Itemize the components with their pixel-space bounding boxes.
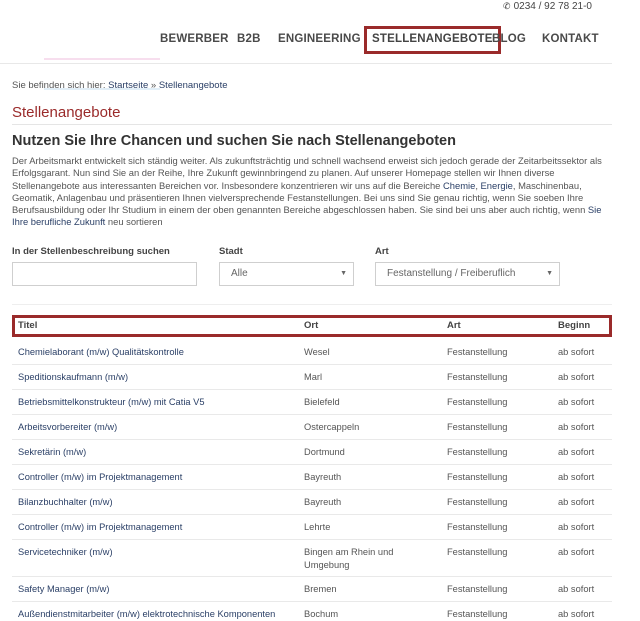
intro-part-3: neu sortieren bbox=[105, 216, 163, 228]
column-header-titel[interactable]: Titel bbox=[18, 320, 38, 331]
job-type: Festanstellung bbox=[447, 522, 508, 532]
nav-kontakt[interactable]: KONTAKT bbox=[542, 33, 599, 45]
job-location: Bingen am Rhein und Umgebung bbox=[304, 547, 394, 570]
type-select[interactable] bbox=[375, 262, 560, 286]
job-type: Festanstellung bbox=[447, 547, 508, 557]
job-type: Festanstellung bbox=[447, 584, 508, 594]
job-location: Bielefeld bbox=[304, 397, 340, 407]
filter-divider bbox=[12, 304, 612, 305]
nav-blog[interactable]: BLOG bbox=[492, 33, 527, 45]
nav-engineering[interactable]: ENGINEERING bbox=[278, 33, 361, 45]
phone-icon: ✆ bbox=[503, 0, 511, 11]
page-title: Stellenangebote bbox=[12, 104, 121, 121]
job-type: Festanstellung bbox=[447, 472, 508, 482]
job-title-link[interactable]: Arbeitsvorbereiter (m/w) bbox=[18, 422, 118, 432]
job-title-link[interactable]: Speditionskaufmann (m/w) bbox=[18, 372, 129, 382]
job-location: Wesel bbox=[304, 347, 330, 357]
job-type: Festanstellung bbox=[447, 372, 508, 382]
job-type: Festanstellung bbox=[447, 422, 508, 432]
breadcrumb-current: Stellenangebote bbox=[158, 80, 228, 91]
column-header-ort[interactable]: Ort bbox=[304, 320, 319, 331]
type-label: Art bbox=[375, 246, 389, 257]
page-subtitle: Nutzen Sie Ihre Chancen und suchen Sie nach Stellenangeboten bbox=[12, 133, 456, 149]
breadcrumb bbox=[12, 80, 228, 91]
intro-comma: , bbox=[475, 179, 481, 191]
intro-part-2: , Maschinenbau, Geomatik, Anlagenbau und präsentieren Ihnen vielversprechende Festanstellungen. Bei uns sind Sie genau richtig, wenn Sie soeben Ihre Berufsausbildung oder Ihr Studium in einem der oben genannten Bereiche abgeschlossen haben. Sie sind bei uns aber auch richtig, wenn bbox=[12, 179, 588, 216]
nav-bewerber[interactable]: BEWERBER bbox=[160, 33, 229, 45]
job-title-link[interactable]: Sekretärin (m/w) bbox=[18, 447, 87, 457]
job-start: ab sofort bbox=[558, 372, 595, 382]
job-title-link[interactable]: Servicetechniker (m/w) bbox=[18, 547, 113, 557]
job-start: ab sofort bbox=[558, 497, 595, 507]
chevron-down-icon: ▼ bbox=[546, 270, 553, 277]
job-type: Festanstellung bbox=[447, 497, 508, 507]
city-select[interactable] bbox=[219, 262, 354, 286]
job-start: ab sofort bbox=[558, 447, 595, 457]
job-title-link[interactable]: Controller (m/w) im Projektmanagement bbox=[18, 522, 183, 532]
breadcrumb-separator: » bbox=[150, 80, 157, 91]
link-energie[interactable]: Energie bbox=[480, 179, 513, 191]
column-header-art[interactable]: Art bbox=[447, 320, 461, 331]
job-location: Lehrte bbox=[304, 522, 331, 532]
job-title-link[interactable]: Außendienstmitarbeiter (m/w) elektrotechnische Komponenten bbox=[18, 609, 276, 619]
main-navigation bbox=[0, 26, 640, 54]
job-start: ab sofort bbox=[558, 522, 595, 532]
job-start: ab sofort bbox=[558, 547, 595, 557]
job-title-link[interactable]: Bilanzbuchhalter (m/w) bbox=[18, 497, 113, 507]
phone-contact[interactable] bbox=[503, 0, 592, 12]
job-start: ab sofort bbox=[558, 397, 595, 407]
job-location: Ostercappeln bbox=[304, 422, 360, 432]
job-title-link[interactable]: Betriebsmittelkonstrukteur (m/w) mit Catia V5 bbox=[18, 397, 205, 407]
job-start: ab sofort bbox=[558, 584, 595, 594]
job-location: Bayreuth bbox=[304, 497, 342, 507]
job-type: Festanstellung bbox=[447, 397, 508, 407]
city-select-value: Alle bbox=[231, 268, 248, 279]
job-type: Festanstellung bbox=[447, 609, 508, 619]
job-title-link[interactable]: Chemielaborant (m/w) Qualitätskontrolle bbox=[18, 347, 184, 357]
breadcrumb-home-link[interactable]: Startseite bbox=[108, 80, 149, 91]
job-start: ab sofort bbox=[558, 422, 595, 432]
intro-text bbox=[12, 155, 612, 229]
job-start: ab sofort bbox=[558, 347, 595, 357]
intro-part-1: Der Arbeitsmarkt entwickelt sich ständig weiter. Als zukunftsträchtig und schnell wachsend erweist sich jedoch gerade der Zeitarbeitssektor als Erfolgsgarant. Nun sind Sie an der Reihe, Ihre Zukunft gewinnbringend zu planen. Auf unserer Homepage stellen wir Ihnen diverse Stellenangebote aus interessanten Bereichen vor. Insbesondere konzentrieren wir uns auf die Bereiche bbox=[12, 155, 602, 191]
link-berufliche-zukunft[interactable]: Sie Ihre berufliche Zukunft bbox=[12, 204, 602, 228]
search-label: In der Stellenbeschreibung suchen bbox=[12, 246, 170, 257]
breadcrumb-prefix: Sie befinden sich hier: bbox=[12, 80, 106, 91]
job-start: ab sofort bbox=[558, 472, 595, 482]
job-location: Bayreuth bbox=[304, 472, 342, 482]
chevron-down-icon: ▼ bbox=[340, 270, 347, 277]
title-divider bbox=[12, 124, 612, 125]
job-type: Festanstellung bbox=[447, 447, 508, 457]
nav-stellenangebote[interactable]: STELLENANGEBOTE bbox=[364, 26, 501, 54]
job-start: ab sofort bbox=[558, 609, 595, 619]
job-title-link[interactable]: Controller (m/w) im Projektmanagement bbox=[18, 472, 183, 482]
job-location: Bremen bbox=[304, 584, 337, 594]
column-header-beginn[interactable]: Beginn bbox=[558, 320, 591, 331]
job-type: Festanstellung bbox=[447, 347, 508, 357]
phone-number: 0234 / 92 78 21-0 bbox=[513, 0, 592, 12]
job-location: Dortmund bbox=[304, 447, 345, 457]
job-title-link[interactable]: Safety Manager (m/w) bbox=[18, 584, 110, 594]
nav-b2b[interactable]: B2B bbox=[237, 33, 261, 45]
city-label: Stadt bbox=[219, 246, 243, 257]
link-chemie[interactable]: Chemie bbox=[443, 179, 476, 191]
job-location: Bochum bbox=[304, 609, 339, 619]
job-location: Marl bbox=[304, 372, 323, 382]
type-select-value: Festanstellung / Freiberuflich bbox=[387, 268, 516, 279]
search-input[interactable] bbox=[12, 262, 197, 286]
